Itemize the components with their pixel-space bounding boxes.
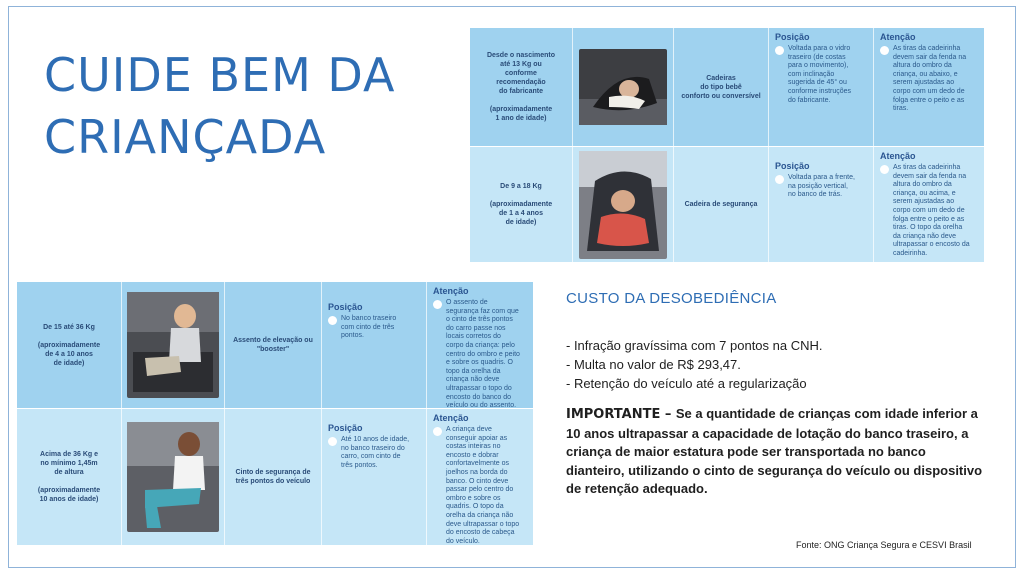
position-label: Posição (775, 161, 810, 171)
bullet-icon (775, 46, 784, 55)
position-cell (769, 28, 873, 146)
attention-cell (427, 282, 533, 408)
cost-list (566, 336, 823, 393)
age-range: Desde o nascimento até 13 Kg ou conforme recomendação do fabricante (aproximadamente 1 ano de idade) (486, 52, 556, 122)
child-seat-photo (573, 147, 673, 262)
position-label: Posição (775, 32, 810, 42)
age-range: Acima de 36 Kg e no mínimo 1,45m de altura (aproximadamente 10 anos de idade) (37, 451, 101, 503)
table-bottom (17, 282, 533, 545)
age-range: De 9 a 18 Kg (aproximadamente de 1 a 4 anos de idade) (489, 183, 553, 226)
important-lead: IMPORTANTE – (566, 407, 676, 422)
position-label: Posição (328, 302, 363, 312)
position-label: Posição (328, 423, 363, 433)
infant-seat-photo (573, 28, 673, 146)
list-item: - Infração gravíssima com 7 pontos na CNH. (566, 338, 823, 353)
table-row (17, 409, 533, 545)
table-row (470, 147, 984, 262)
position-cell (769, 147, 873, 262)
cost-title: CUSTO DA DESOBEDIÊNCIA (566, 290, 777, 307)
position-text: Voltada para o vidro traseiro (de costas para o movimento), com inclinação sugerida de 45° ou conforme instruções do fabricante. (788, 45, 852, 104)
source-credit: Fonte: ONG Criança Segura e CESVI Brasil (796, 540, 972, 550)
attention-text: A criança deve conseguir apoiar as costas inteiras no encosto e dobrar confortavelmente os joelhos na borda do banco. O cinto deve passar pelo centro do ombro e sobre os quadris. O topo da orelha da criança não deve ultrapassar o topo do encosto de cabeça do veículo. (446, 426, 520, 545)
bullet-icon (433, 300, 442, 309)
seatbelt-photo (122, 409, 224, 545)
seat-type: Assento de elevação ou "booster" (233, 337, 313, 353)
seat-type: Cadeira de segurança (684, 201, 758, 208)
bullet-icon (775, 175, 784, 184)
bullet-icon (880, 46, 889, 55)
seat-type: Cadeiras do tipo bebê conforto ou conversível (681, 74, 761, 100)
position-cell (322, 409, 426, 545)
attention-label: Atenção (433, 286, 469, 296)
attention-cell (427, 409, 533, 545)
seat-type: Cinto de segurança de três pontos do veículo (235, 469, 311, 485)
attention-cell (874, 28, 984, 146)
position-text: No banco traseiro com cinto de três pontos. (341, 315, 397, 340)
bullet-icon (880, 165, 889, 174)
attention-text: As tiras da cadeirinha devem sair da fenda na altura do ombro da criança, ou acima, e serem ajustadas ao corpo com um dedo de folga entre o peito e as tiras. O topo da orelha da criança não deve ultrapassar o encosto da cadeirinha. (893, 164, 970, 257)
age-range: De 15 até 36 Kg (aproximadamente de 4 a 10 anos de idade) (37, 323, 101, 367)
position-cell (322, 282, 426, 408)
page-title: CUIDE BEM DA CRIANÇADA (44, 48, 396, 164)
booster-seat-photo (122, 282, 224, 408)
attention-label: Atenção (433, 413, 469, 423)
attention-cell (874, 147, 984, 262)
bullet-icon (328, 316, 337, 325)
bullet-icon (328, 437, 337, 446)
table-row (17, 282, 533, 408)
table-top (470, 28, 984, 262)
important-text: Se a quantidade de crianças com idade inferior a 10 anos ultrapassar a capacidade de lotação do banco traseiro, a criança de maior estatura pode ser transportada no banco dianteiro, utilizando o cinto de segurança do veículo ou dispositivo de retenção adequado. (566, 406, 983, 496)
position-text: Voltada para a frente, na posição vertical, no banco de trás. (788, 174, 855, 199)
list-item: - Retenção do veículo até a regularização (566, 376, 807, 391)
bullet-icon (433, 427, 442, 436)
attention-label: Atenção (880, 32, 916, 42)
attention-text: As tiras da cadeirinha devem sair da fenda na altura do ombro da criança, ou abaixo, e serem ajustadas ao corpo com um dedo de folga entre o peito e as tiras. (893, 45, 967, 113)
attention-label: Atenção (880, 151, 916, 161)
attention-text: O assento de segurança faz com que o cinto de três pontos do carro passe nos locais corretos do corpo da criança: pelo centro do ombro e peito e sobre os quadris. O topo da orelha da criança não deve ultrapassar o topo do encosto do banco do veículo ou do assento. (446, 299, 520, 410)
table-row (470, 28, 984, 146)
list-item: - Multa no valor de R$ 293,47. (566, 357, 741, 372)
position-text: Até 10 anos de idade, no banco traseiro do carro, com cinto de três pontos. (341, 436, 410, 469)
important-note (566, 405, 986, 499)
